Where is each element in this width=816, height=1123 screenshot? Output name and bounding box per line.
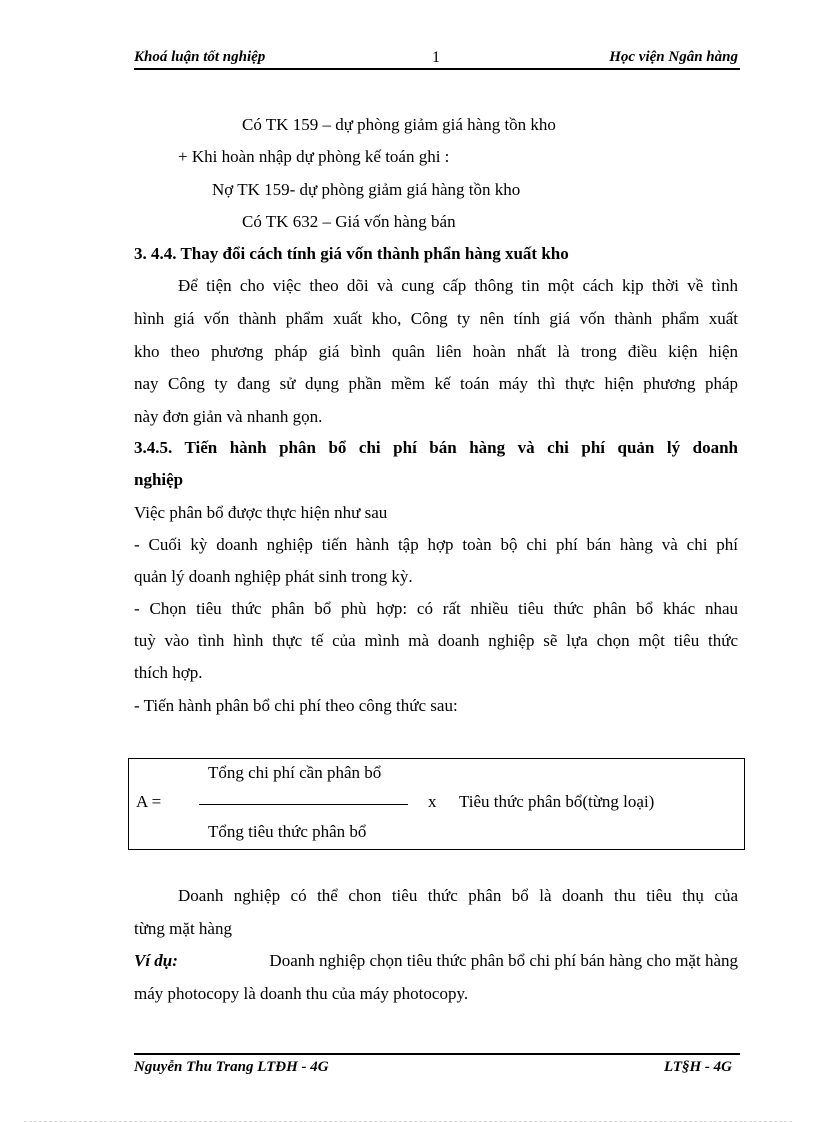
bullet-line: thích hợp. (134, 663, 203, 682)
paragraph-line: này đơn giản và nhanh gọn. (134, 407, 323, 426)
paragraph-line: kho theo phương pháp giá bình quân liên hoàn nhất là trong điều kiện hiện (134, 342, 738, 361)
paragraph-line: Để tiện cho việc theo dõi và cung cấp thông tin một cách kịp thời về tình (178, 276, 738, 295)
footer-left: Nguyễn Thu Trang LTĐH - 4G (134, 1059, 329, 1075)
paragraph-line: Doanh nghiệp có thể chon tiêu thức phân bổ là doanh thu tiêu thụ của (178, 886, 738, 905)
footer-right: LT§H - 4G (663, 1059, 732, 1075)
section-heading-345-cont: nghiệp (134, 470, 184, 489)
example-text: Doanh nghiệp chọn tiêu thức phân bổ chi phí bán hàng cho mặt hàng (269, 951, 738, 970)
bullet-line: - Cuối kỳ doanh nghiệp tiến hành tập hợp toàn bộ chi phí bán hàng và chi phí (134, 535, 738, 554)
intro-text: Việc phân bổ được thực hiện như sau (134, 503, 388, 522)
bullet-line: quản lý doanh nghiệp phát sinh trong kỳ. (134, 567, 413, 586)
example-line (134, 951, 738, 971)
header-right: Học viện Ngân hàng (609, 49, 738, 65)
paragraph-line: từng mặt hàng (134, 919, 232, 938)
footer-rule (134, 1053, 740, 1055)
paragraph-line: nay Công ty đang sử dụng phần mềm kế toán máy thì thực hiện phương pháp (134, 374, 738, 393)
example-label: Ví dụ: (134, 951, 178, 970)
formula-factor: Tiêu thức phân bổ(từng loại) (459, 792, 655, 811)
entry-debit-159: Nợ TK 159- dự phòng giảm giá hàng tồn kho (212, 180, 521, 199)
formula-times: x (428, 792, 437, 811)
bullet-line: - Tiến hành phân bổ chi phí theo công thức sau: (134, 696, 458, 715)
bullet-line: tuỳ vào tình hình thực tế của mình mà doanh nghiệp sẽ lựa chọn một tiêu thức (134, 631, 738, 650)
formula-lhs: A = (136, 792, 162, 811)
formula-numerator: Tổng chi phí cần phân bổ (208, 763, 382, 782)
entry-credit-159: Có TK 159 – dự phòng giảm giá hàng tồn kho (242, 115, 556, 134)
page-number: 1 (432, 49, 440, 66)
section-heading-345: 3.4.5. Tiến hành phân bổ chi phí bán hàng và chi phí quản lý doanh (134, 438, 738, 457)
paragraph-line: hình giá vốn thành phẩm xuất kho, Công ty nên tính giá vốn thành phẩm xuất (134, 309, 738, 328)
bullet-line: - Chọn tiêu thức phân bổ phù hợp: có rất nhiều tiêu thức phân bổ khác nhau (134, 599, 738, 618)
header-left: Khoá luận tốt nghiệp (134, 49, 266, 65)
section-heading-344: 3. 4.4. Thay đổi cách tính giá vốn thành phẩn hàng xuất kho (134, 244, 569, 263)
page-edge-divider (24, 1121, 792, 1122)
example-line-2: máy photocopy là doanh thu của máy photocopy. (134, 984, 469, 1003)
entry-reversal-note: + Khi hoàn nhập dự phòng kế toán ghi : (178, 147, 450, 166)
formula-denominator: Tổng tiêu thức phân bổ (208, 822, 367, 841)
fraction-bar (199, 804, 408, 805)
header-rule (134, 68, 740, 70)
entry-credit-632: Có TK 632 – Giá vốn hàng bán (242, 212, 456, 231)
